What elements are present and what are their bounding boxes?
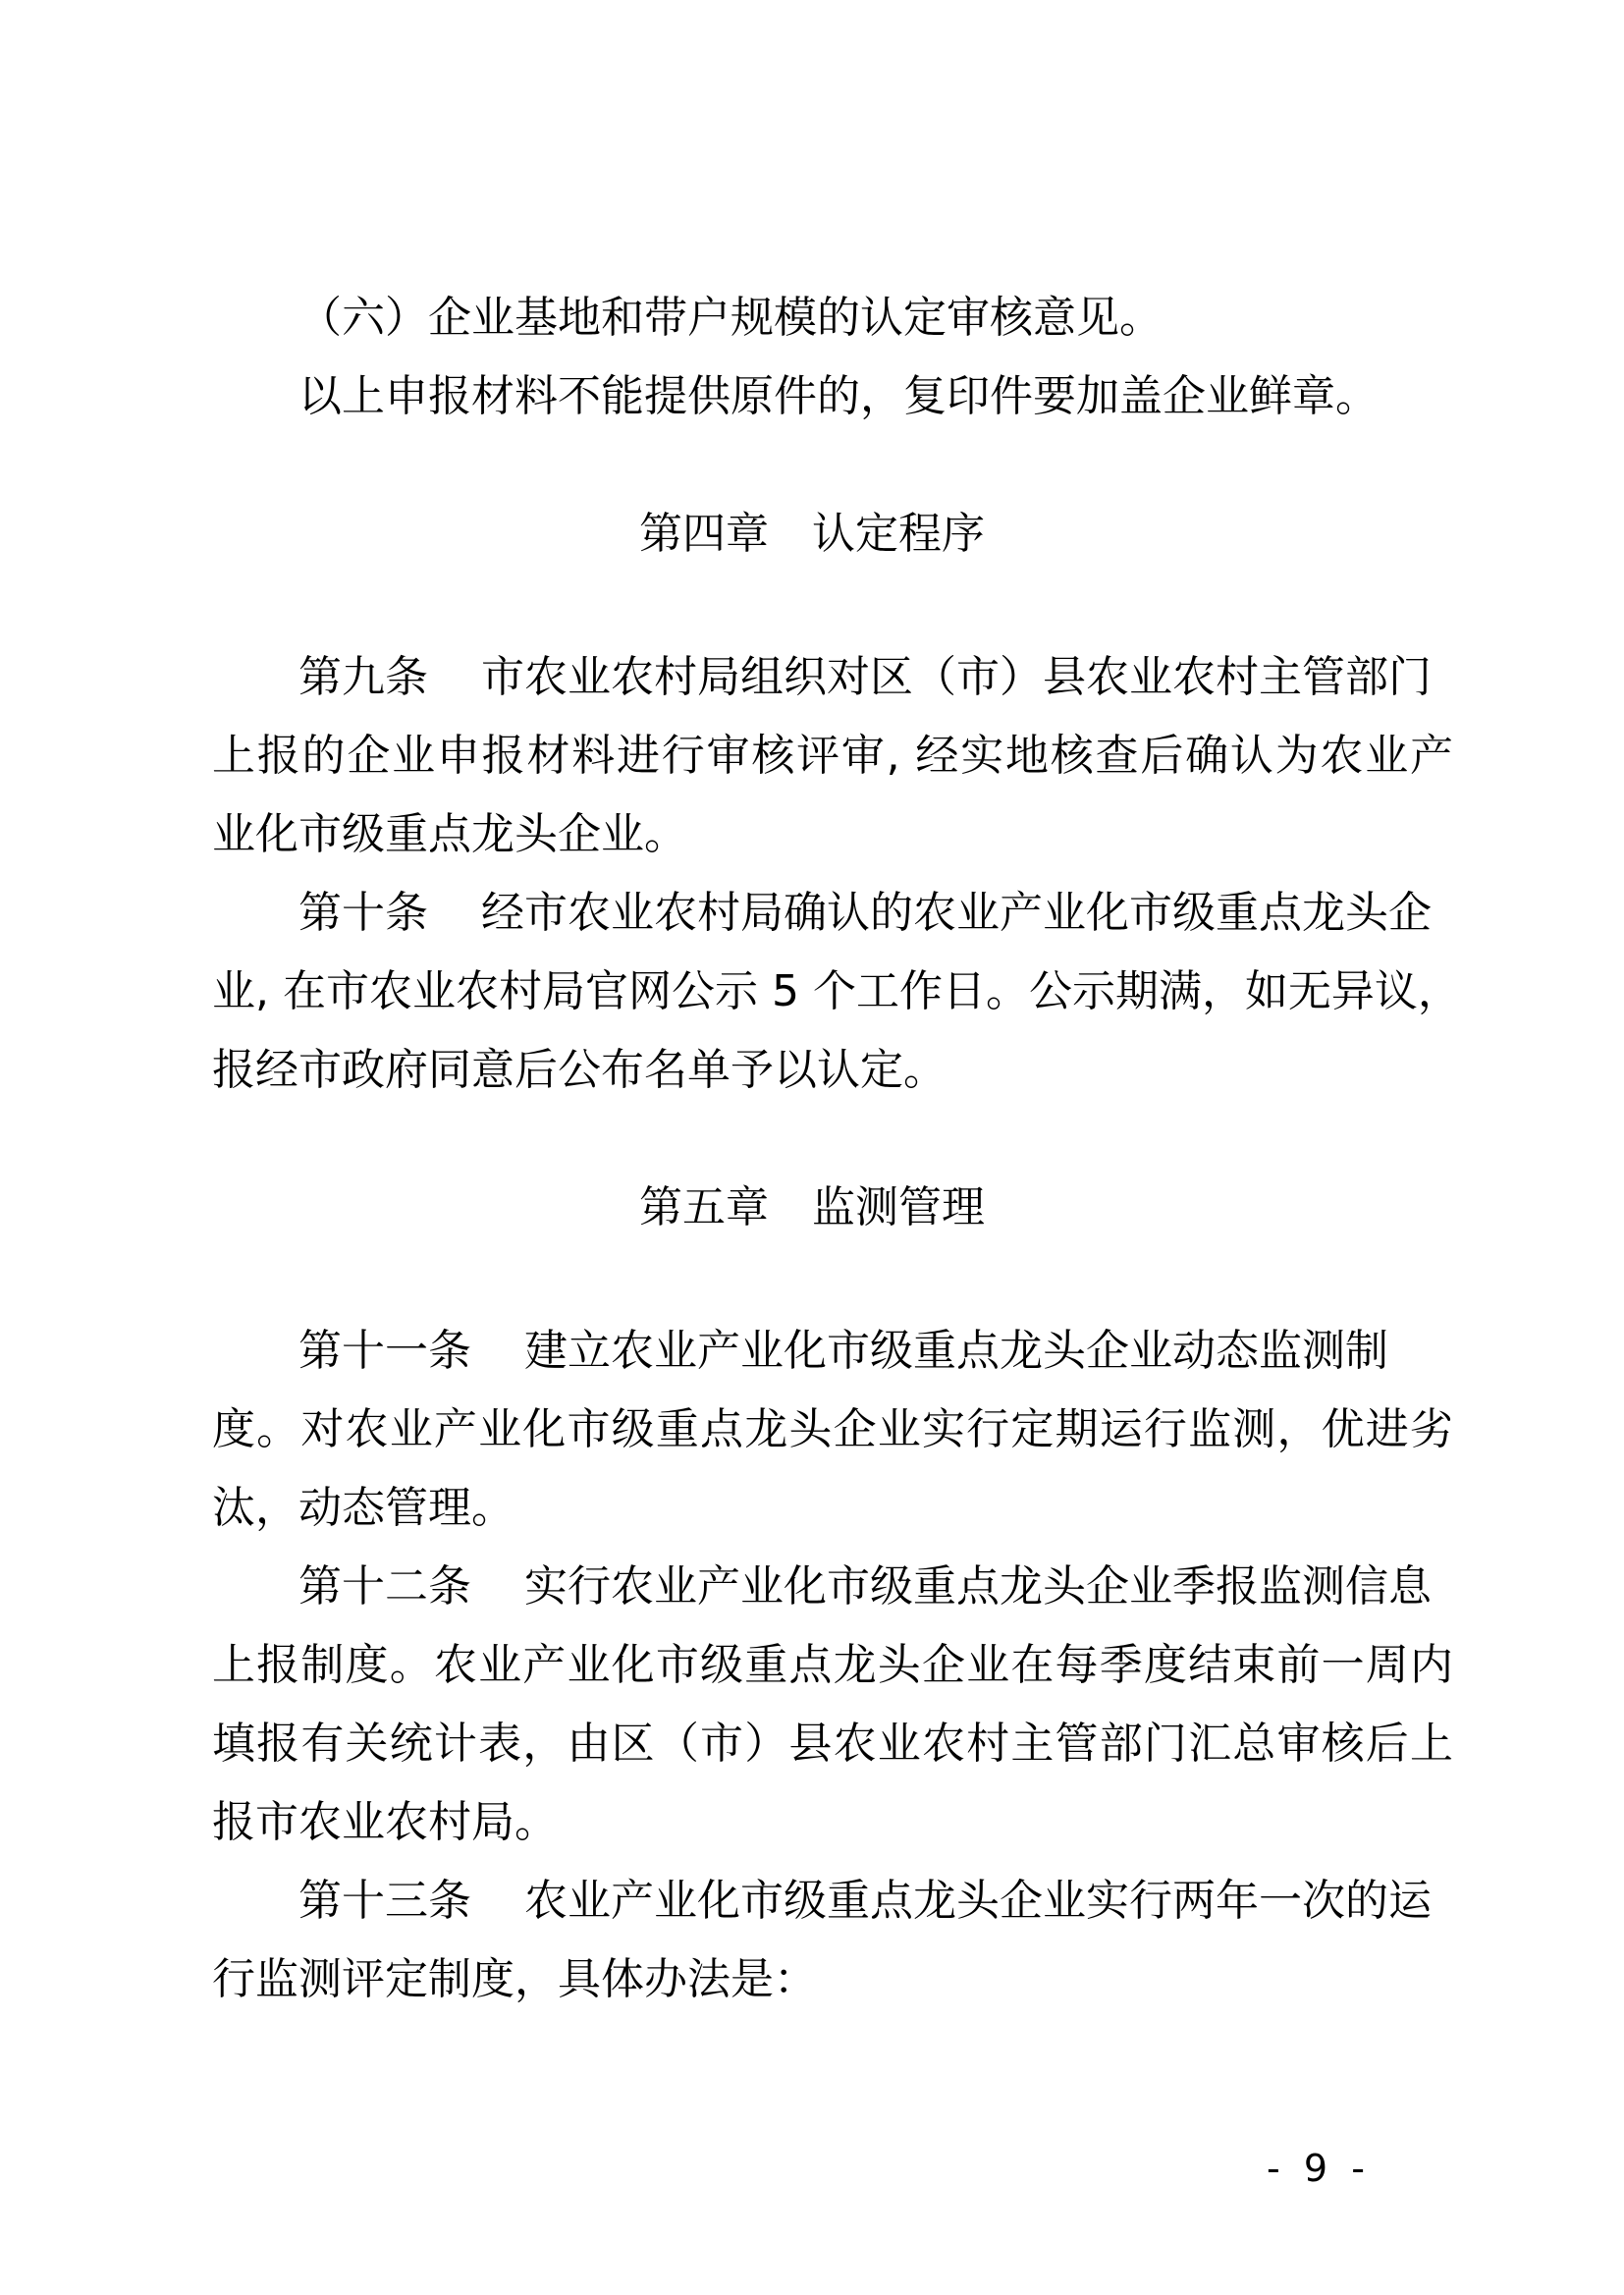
article-eleven-line-2: 度。对农业产业化市级重点龙头企业实行定期运行监测，优进劣 — [212, 1404, 1453, 1454]
materials-note-line: 以上申报材料不能提供原件的，复印件要加盖企业鲜章。 — [298, 371, 1379, 421]
article-eleven-label: 第十一条 — [298, 1326, 471, 1376]
article-nine-line-3: 业化市级重点龙头企业。 — [212, 809, 687, 859]
article-nine-line-2: 上报的企业申报材料进行审核评审, 经实地核查后确认为农业产 — [212, 731, 1453, 781]
article-thirteen-line-2: 行监测评定制度，具体办法是： — [212, 1954, 817, 2004]
article-thirteen-text-1: 农业产业化市级重点龙头企业实行两年一次的运 — [524, 1876, 1432, 1926]
article-twelve-text-1: 实行农业产业化市级重点龙头企业季报监测信息 — [524, 1561, 1432, 1612]
article-twelve-label: 第十二条 — [298, 1561, 471, 1612]
article-eleven-text-1: 建立农业产业化市级重点龙头企业动态监测制 — [524, 1326, 1388, 1376]
article-ten-line-2: 业, 在市农业农村局官网公示 5 个工作日。公示期满，如无异议， — [212, 966, 1461, 1016]
article-twelve-line-3: 填报有关统计表，由区（市）县农业农村主管部门汇总审核后上 — [212, 1719, 1453, 1769]
article-thirteen-line-1 — [298, 1874, 1432, 1929]
article-ten-line-3: 报经市政府同意后公布名单予以认定。 — [212, 1045, 947, 1095]
article-twelve-line-1 — [298, 1559, 1432, 1614]
article-nine-line-1 — [298, 650, 1432, 705]
article-ten-label: 第十条 — [298, 888, 428, 938]
chapter-five-heading: 第五章 监测管理 — [639, 1182, 985, 1232]
chapter-four-heading: 第四章 认定程序 — [639, 509, 985, 559]
article-twelve-line-4: 报市农业农村局。 — [212, 1797, 558, 1847]
article-nine-label: 第九条 — [298, 652, 428, 702]
article-eleven-line-1 — [298, 1324, 1388, 1379]
article-nine-text-1: 市农业农村局组织对区（市）县农业农村主管部门 — [481, 652, 1432, 702]
article-thirteen-label: 第十三条 — [298, 1876, 471, 1926]
item-six-line: （六）企业基地和带户规模的认定审核意见。 — [298, 293, 1163, 343]
article-ten-line-1 — [298, 886, 1432, 941]
article-ten-text-1: 经市农业农村局确认的农业产业化市级重点龙头企 — [481, 888, 1432, 938]
article-eleven-line-3: 汰，动态管理。 — [212, 1483, 514, 1533]
page-number: - 9 - — [1267, 2147, 1365, 2190]
article-twelve-line-2: 上报制度。农业产业化市级重点龙头企业在每季度结束前一周内 — [212, 1640, 1453, 1690]
